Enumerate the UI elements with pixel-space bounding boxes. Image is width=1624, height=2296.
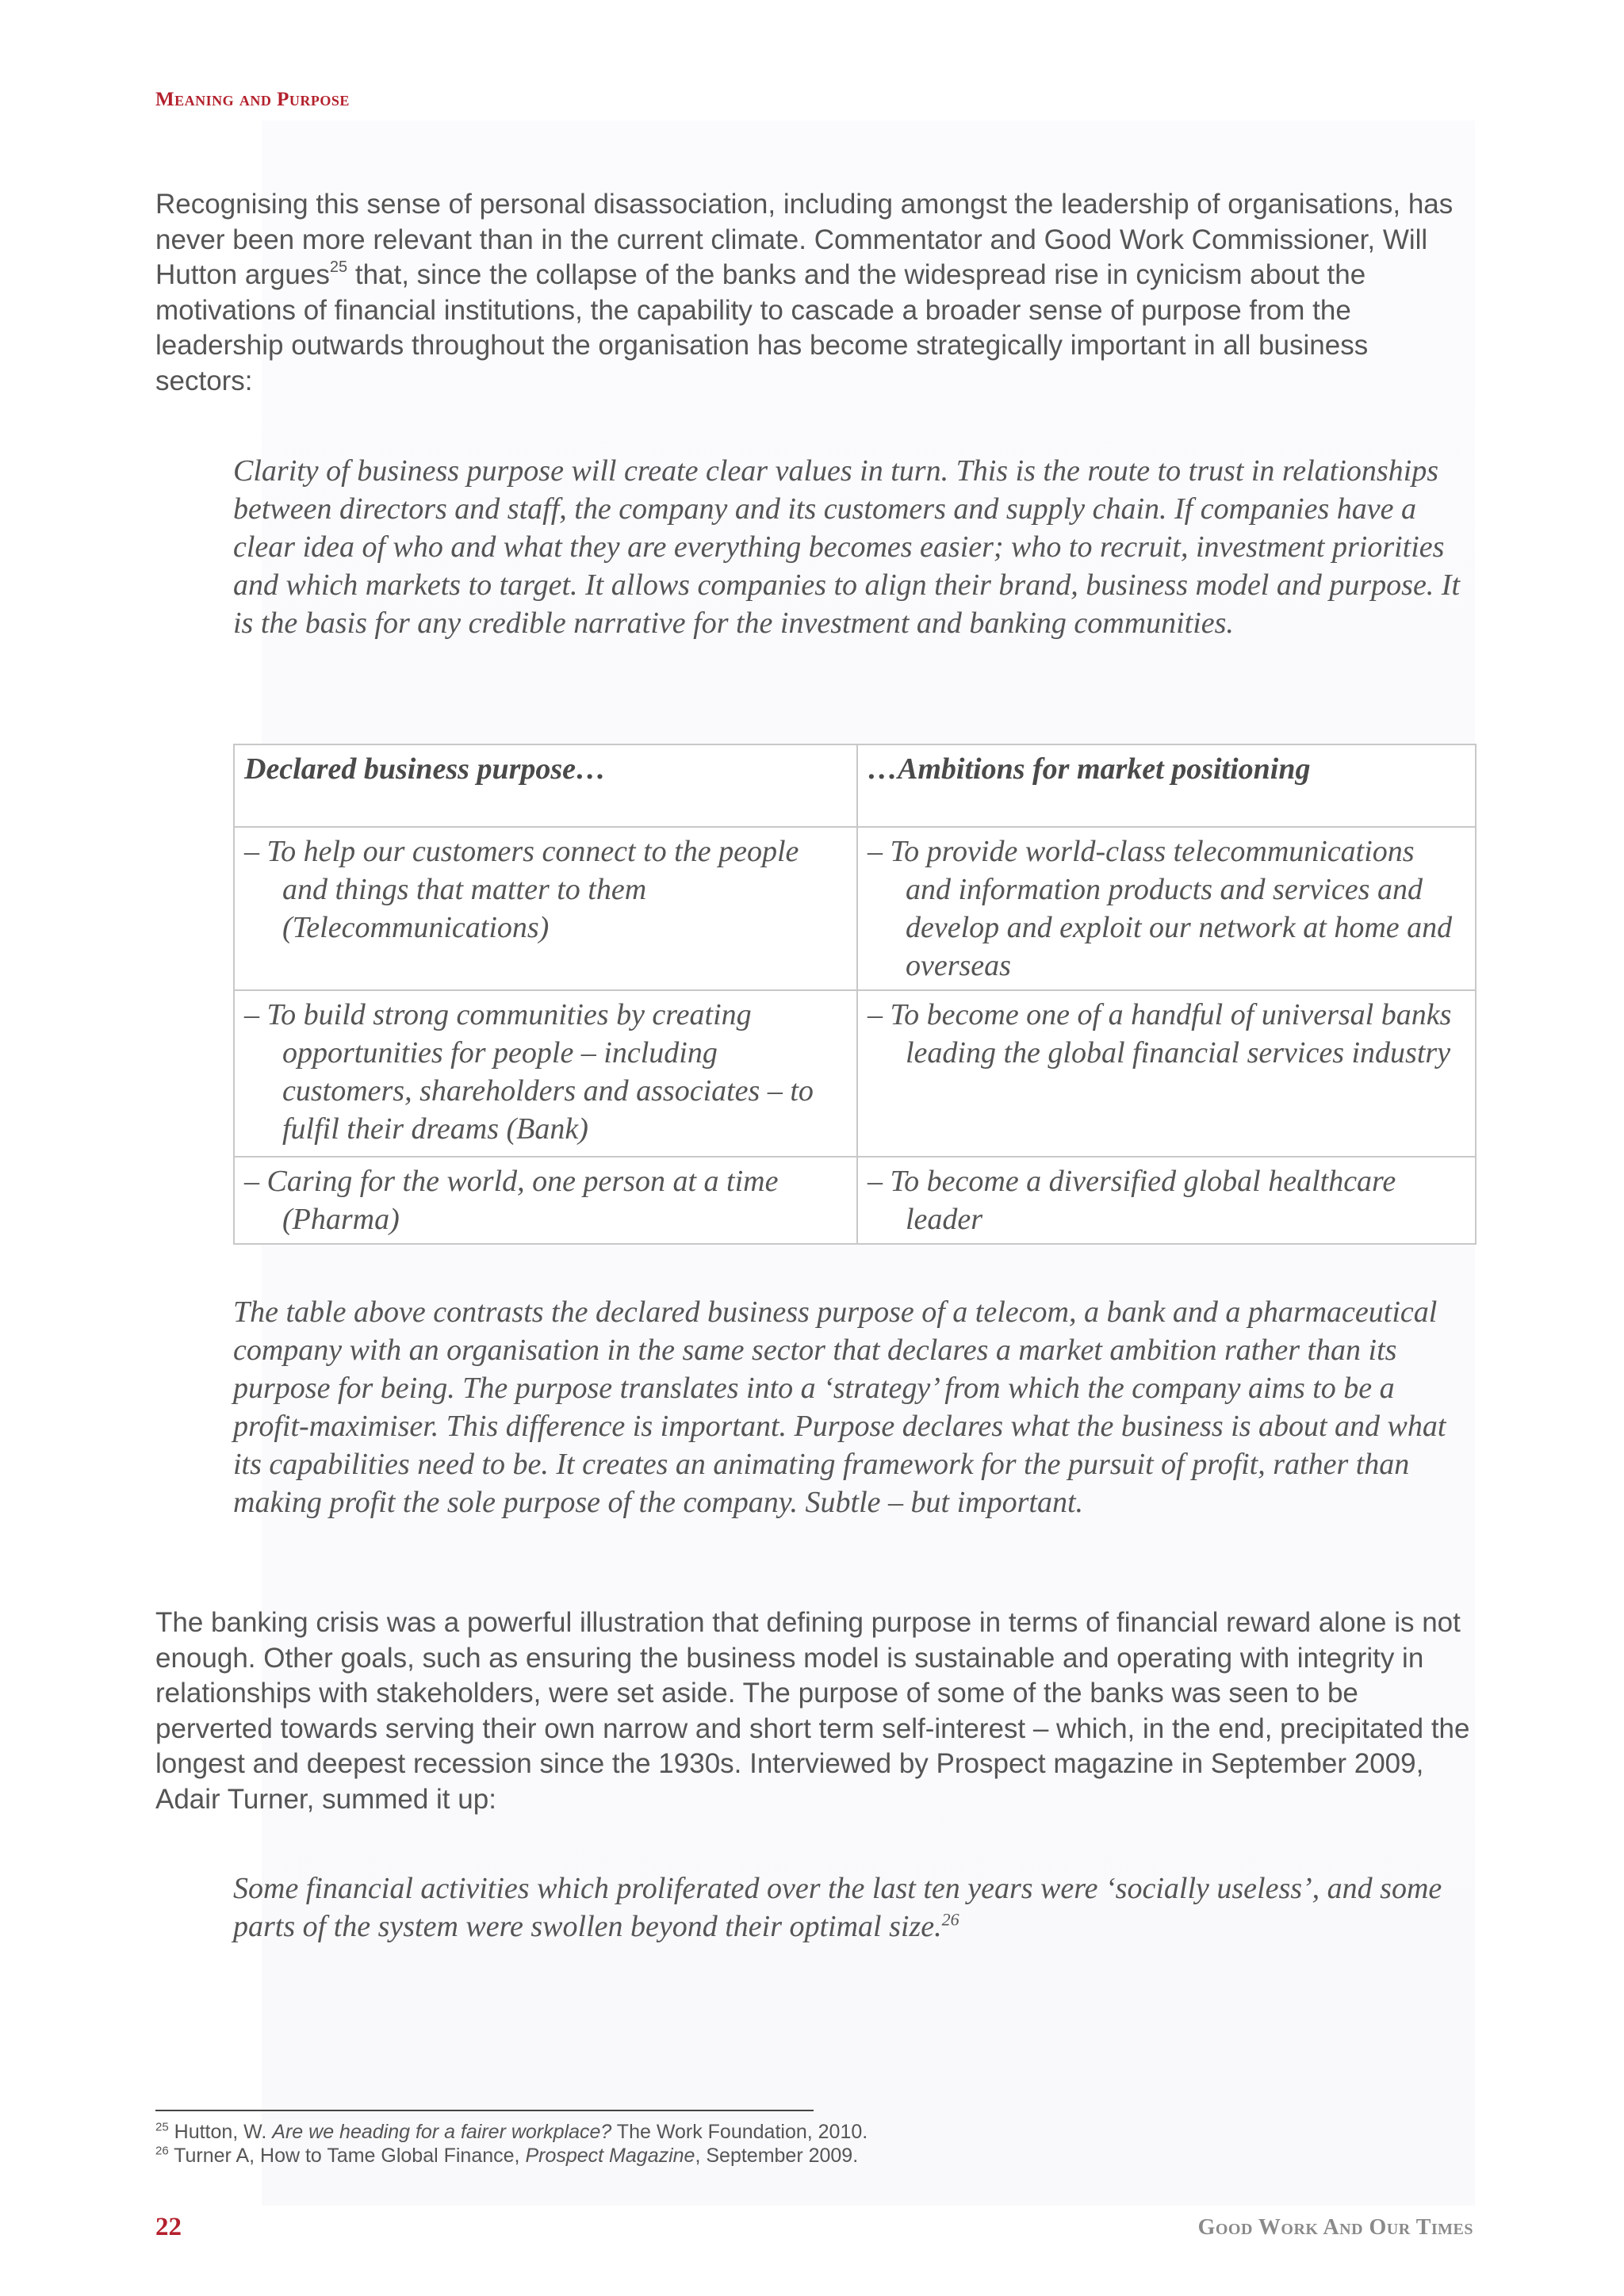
table-row (234, 1157, 1476, 1244)
footnote-text: Turner A, How to Tame Global Finance, (168, 2145, 526, 2167)
purpose-table (233, 744, 1477, 1245)
footnote-text: , September 2009. (695, 2145, 859, 2167)
footnote-ref-25[interactable]: 25 (329, 258, 348, 277)
column-header-market-ambitions: …Ambitions for market positioning (857, 744, 1476, 827)
cell-text: – To become a diversified global healthcare leader (868, 1165, 1396, 1236)
footnote-title: Prospect Magazine (525, 2145, 695, 2167)
table-row (234, 827, 1476, 990)
page-number: 22 (155, 2213, 182, 2241)
running-head: Meaning and Purpose (155, 89, 350, 110)
cell-text: – Caring for the world, one person at a time (Pharma) (244, 1165, 779, 1236)
footnote-divider (155, 2110, 814, 2111)
quote-3-text: Some financial activities which proliferated over the last ten years were ‘socially useless’, and some parts of the system were swollen beyond their optimal size. (233, 1872, 1442, 1943)
cell-text: – To become one of a handful of universal banks leading the global financial services industry (868, 998, 1452, 1070)
footnote-title: Are we heading for a fairer workplace? (272, 2121, 612, 2143)
body-paragraph-2: The banking crisis was a powerful illustration that defining purpose in terms of financial reward alone is not enough. Other goals, such as ensuring the business model is sustainable and operating with integrity in relationships with stakeholders, were set aside. The purpose of some of the banks was seen to be perverted towards serving their own narrow and short term self-interest – which, in the end, precipitated the longest and deepest recession since the 1930s. Interviewed by Prospect magazine in September 2009, Adair Turner, summed it up: (155, 1607, 1470, 1815)
quote-block-2: The table above contrasts the declared business purpose of a telecom, a bank and a pharmaceutical company with an organisation in the same sector that declares a market ambition rather than its purpose for being. The purpose translates into a ‘strategy’ from which the company aims to be a profit-maximiser. This difference is important. Purpose declares what the business is about and what its capabilities need to be. It creates an animating framework for the pursuit of profit, rather than making profit the sole purpose of the company. Subtle – but important. (233, 1295, 1446, 1519)
footnote-text: The Work Foundation, 2010. (611, 2121, 868, 2143)
paragraph-1-text-b: that, since the collapse of the banks and the widespread rise in cynicism about the motivations of financial institutions, the capability to cascade a broader sense of purpose from the leadership outwards throughout the organisation has become strategically important in all business sectors: (155, 259, 1369, 396)
cell-text: – To build strong communities by creating opportunities for people – including customers, shareholders and associates – to fulfil their dreams (Bank) (244, 998, 814, 1146)
footnote-25 (155, 2120, 1266, 2144)
footnote-number: 26 (155, 2144, 169, 2158)
running-foot: Good Work And Our Times (1197, 2215, 1473, 2240)
table-cell (857, 1157, 1476, 1244)
paragraph-1-text-a: Recognising this sense of personal disassociation, including amongst the leadership of organisations, has never been more relevant than in the current climate. Commentator and Good Work Commissioner, Will Hutton argues (155, 189, 1454, 290)
table-cell (857, 827, 1476, 990)
quote-block-3 (233, 1869, 1470, 1946)
footnote-26 (155, 2144, 1266, 2168)
quote-block-1: Clarity of business purpose will create clear values in turn. This is the route to trust in relationships between directors and staff, the company and its customers and supply chain. If companies have a clear idea of who and what they are everything becomes easier; who to recruit, investment priorities and which markets to target. It allows companies to align their brand, business model and purpose. It is the basis for any credible narrative for the investment and banking communities. (233, 454, 1461, 640)
column-header-declared-purpose: Declared business purpose… (234, 744, 857, 827)
footnote-ref-26[interactable]: 26 (941, 1909, 959, 1930)
footnote-text: Hutton, W. (168, 2121, 273, 2143)
cell-text: – To help our customers connect to the people and things that matter to them (Telecommunications) (244, 835, 799, 944)
cell-text: – To provide world-class telecommunications and information products and services and develop and exploit our network at home and overseas (868, 835, 1453, 982)
table-cell (234, 827, 857, 990)
table-header-row (234, 744, 1476, 827)
body-paragraph-1 (155, 187, 1472, 399)
table-cell (234, 1157, 857, 1244)
footnote-number: 25 (155, 2120, 169, 2134)
table-cell (234, 990, 857, 1157)
table-row (234, 990, 1476, 1157)
table-cell (857, 990, 1476, 1157)
